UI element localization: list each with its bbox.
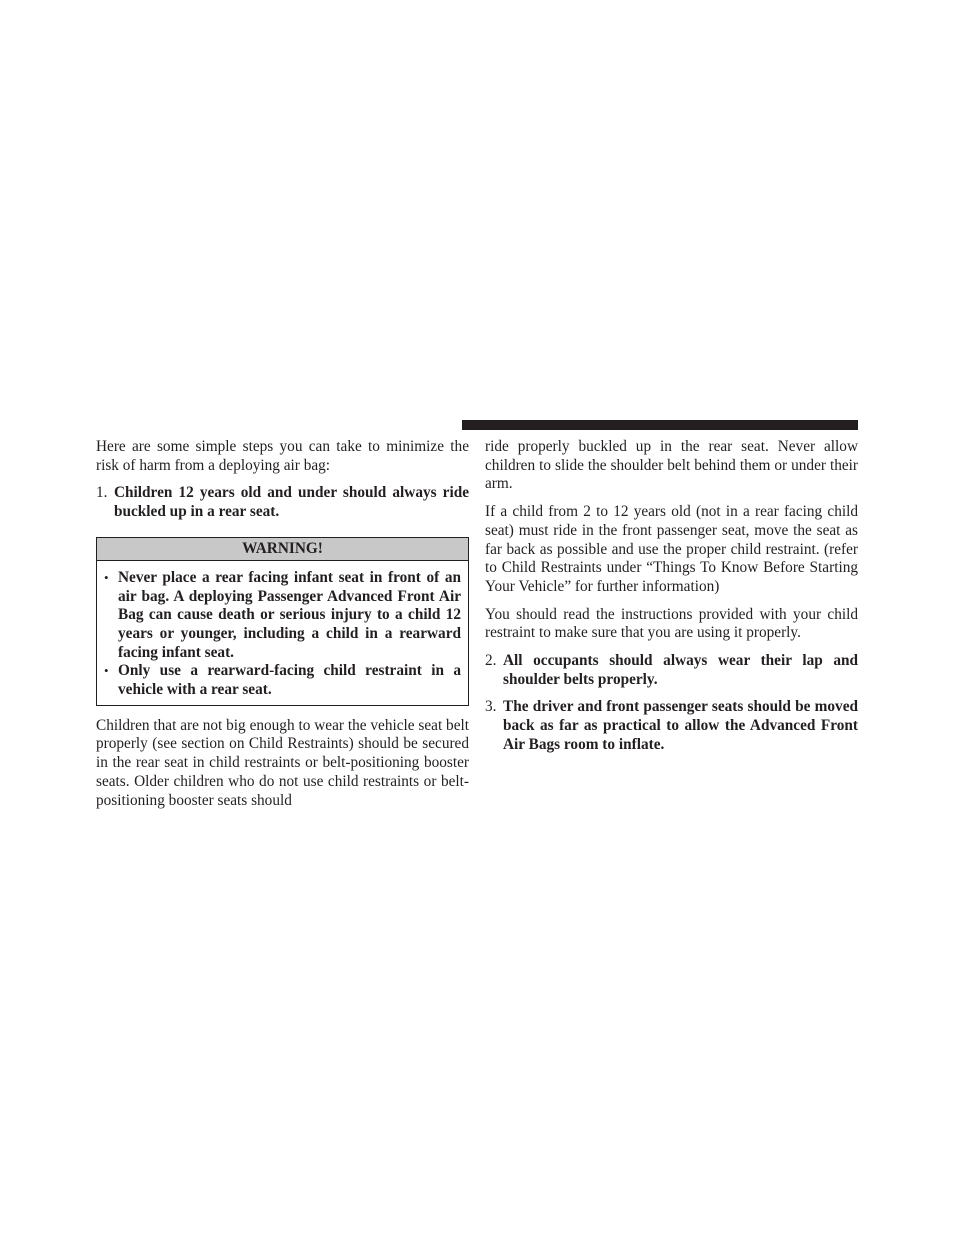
warning-bullet-2 (104, 662, 461, 699)
section-header-bar (462, 420, 858, 430)
step-3-text: The driver and front passenger seats should be moved back as far as practical to allow the Advanced Front Air Bags room to inflate. (503, 698, 858, 753)
bullet-icon: • (104, 663, 109, 679)
step-2-number: 2. (485, 652, 497, 670)
warning-body (97, 561, 468, 705)
step-3 (485, 698, 858, 754)
step-2-text: All occupants should always wear their lap and shoulder belts properly. (503, 652, 858, 688)
step-2 (485, 652, 858, 689)
step-1-number: 1. (96, 484, 108, 502)
intro-paragraph: Here are some simple steps you can take to minimize the risk of harm from a deploying air bag: (96, 438, 469, 474)
warning-bullet-2-text: Only use a rearward-facing child restraint in a vehicle with a rear seat. (118, 662, 461, 699)
warning-bullet-1 (104, 569, 461, 663)
step-1 (96, 484, 469, 521)
warning-bullet-1-text: Never place a rear facing infant seat in front of an air bag. A deploying Passenger Advanced Front Air Bag can cause death or serious injury to a child 12 years or younger, including a child in a rearward facing infant seat. (118, 568, 461, 661)
step-1-text: Children 12 years old and under should always ride buckled up in a rear seat. (114, 484, 469, 521)
right-column (485, 438, 858, 764)
continued-paragraph: ride properly buckled up in the rear seat. Never allow children to slide the shoulder belt behind them or under their arm. (485, 438, 858, 493)
read-instructions-paragraph: You should read the instructions provided with your child restraint to make sure that you are using it properly. (485, 605, 858, 642)
left-column (96, 438, 469, 810)
front-seat-paragraph: If a child from 2 to 12 years old (not in a rear facing child seat) must ride in the front passenger seat, move the seat as far back as possible and use the proper child restraint. (refer to Child Restraints under “Things To Know Before Starting Your Vehicle” for further information) (485, 503, 858, 595)
bullet-icon: • (104, 569, 109, 585)
warning-box (96, 537, 469, 706)
warning-title: WARNING! (97, 538, 468, 561)
step-3-number: 3. (485, 698, 497, 716)
children-paragraph: Children that are not big enough to wear the vehicle seat belt properly (see section on Child Restraints) should be secured in the rear seat in child restraints or belt-positioning booster seats. Older children who do not use child restraints or belt-positioning booster seats should (96, 716, 469, 809)
